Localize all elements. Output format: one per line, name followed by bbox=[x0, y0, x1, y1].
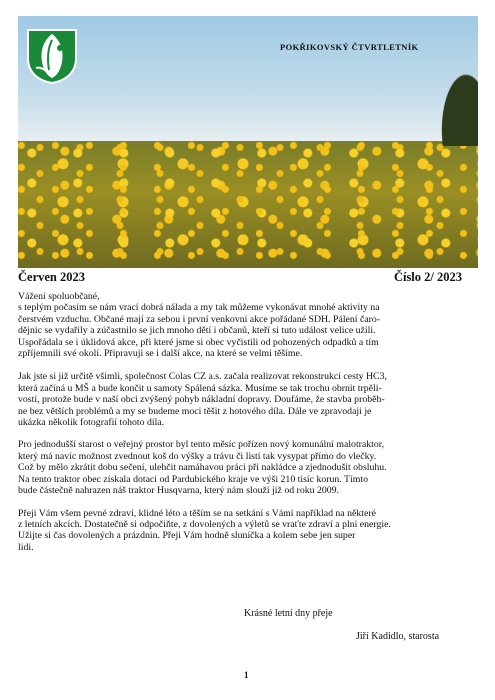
text-line: ukázka několik fotografií tohoto díla. bbox=[18, 417, 165, 429]
text-line: Jak jste si již určitě všimli, společnost Colas CZ a.s. začala realizovat rekonstrukci cesty HC3, bbox=[18, 371, 387, 383]
paragraph-tractor bbox=[18, 439, 462, 496]
text-line: čerstvém vzduchu. Občané mají za sebou i první venkovní akce pořádané SDH. Pálení čaro- bbox=[18, 313, 381, 325]
text-line: Na tento traktor obec získala dotaci od Pardubického kraje ve výši 210 tisíc korun. Tímto bbox=[18, 473, 368, 485]
text-line: ne bez větších problémů a my se budeme moci těšit z hotového díla. Dále ve zpravodaji je bbox=[18, 405, 372, 417]
text-line: lidi. bbox=[18, 541, 34, 553]
tree-silhouette bbox=[438, 66, 478, 146]
paragraph-road bbox=[18, 371, 462, 428]
village-emblem-icon bbox=[26, 28, 78, 84]
text-line: Uspořádala se i úklidová akce, při které jsme si obec vyčistili od pohozených odpadků a tím bbox=[18, 336, 379, 348]
issue-line bbox=[18, 270, 462, 285]
newsletter-name: POKŘIKOVSKÝ ČTVRTLETNÍK bbox=[280, 42, 419, 52]
article-body bbox=[18, 291, 462, 564]
issue-month: Červen 2023 bbox=[18, 270, 85, 284]
paragraph-intro bbox=[18, 291, 462, 359]
salutation: Vážení spoluobčané, bbox=[18, 291, 100, 302]
signature: Jiří Kadidlo, starosta bbox=[356, 631, 440, 642]
text-line: Což by mělo zkrátit dobu sečení, ulehčit namáhavou práci při nakládce a zjednodušit obsluhu. bbox=[18, 462, 387, 474]
issue-number: Číslo 2/ 2023 bbox=[393, 270, 462, 284]
dandelion-field bbox=[18, 141, 478, 268]
text-line: Pro jednodušší starost o veřejný prostor byl tento měsíc pořízen nový komunální malotraktor, bbox=[18, 439, 385, 451]
text-line: z letních akcích. Dostatečně si odpočiňte, z dovolených a výletů se vraťte zdraví a plni energie. bbox=[18, 518, 391, 530]
text-line: Užijte si čas dovolených a prázdnin. Přeji Vám hodně sluníčka a kolem sebe jen super bbox=[18, 530, 356, 542]
text-line: zpříjemnili své okolí. Připravuji se i další akce, na které se velmi těšíme. bbox=[18, 348, 303, 360]
text-line: která začíná u MŠ a bude končit u samoty Spálená sázka. Musíme se tak trochu obrnit trpěli- bbox=[18, 382, 382, 394]
text-line: Přeji Vám všem pevné zdraví, klidné léto a těším se na setkání s Vámi například na některé bbox=[18, 507, 376, 519]
page-number: 1 bbox=[244, 670, 249, 680]
text-line: který má navíc možnost zvednout koš do výšky a trávu či listí tak vysypat přímo do vlečky. bbox=[18, 450, 377, 462]
text-line: bude částečně nahrazen náš traktor Husqvarna, který nám slouží již od roku 2009. bbox=[18, 485, 340, 497]
text-line: s teplým počasím se nám vrací dobrá nálada a my tak můžeme vykonávat mnohé aktivity na bbox=[18, 302, 380, 314]
text-line: vostí, protože bude v naší obci zvýšený pohyb nákladní dopravy. Doufáme, že stavba proběh- bbox=[18, 394, 385, 406]
header-photo bbox=[18, 16, 478, 268]
paragraph-wishes bbox=[18, 508, 462, 554]
text-line: dějnic se vydařily a zúčastnilo se jich mnoho dětí i občanů, kteří si tuto událost velice užili. bbox=[18, 325, 376, 337]
closing-greeting: Krásné letní dny přeje bbox=[244, 608, 333, 619]
